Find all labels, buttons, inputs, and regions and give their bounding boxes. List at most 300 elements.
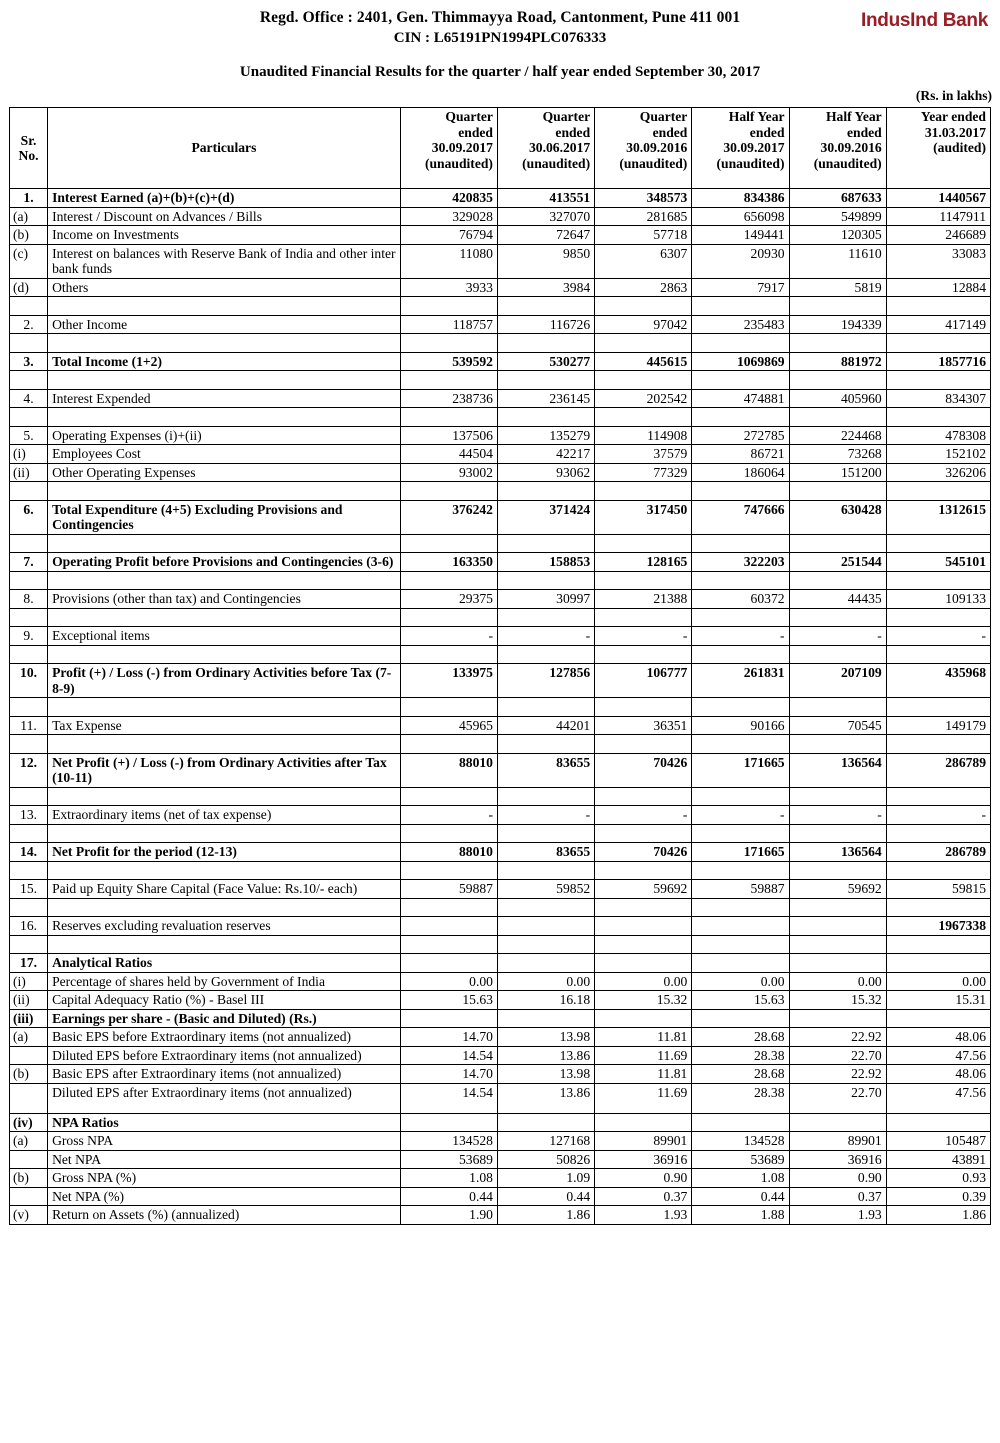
row-particulars: Paid up Equity Share Capital (Face Value: Rs.10/- each) (48, 880, 401, 899)
row-sr-no: 16. (10, 917, 48, 936)
cin-line: CIN : L65191PN1994PLC076333 (393, 30, 607, 46)
row-value-2: 236145 (497, 389, 594, 408)
spacer-cell (595, 861, 692, 880)
row-value-2: 413551 (497, 189, 594, 208)
row-value-4: 28.38 (692, 1046, 789, 1065)
spacer-cell (595, 698, 692, 717)
row-value-6: 33083 (886, 244, 990, 278)
row-particulars: Profit (+) / Loss (-) from Ordinary Activities before Tax (7-8-9) (48, 664, 401, 698)
table-row (10, 843, 991, 862)
row-value-2: 13.98 (497, 1065, 594, 1084)
spacer-cell (692, 371, 789, 390)
spacer-cell (48, 534, 401, 553)
row-value-6: 59815 (886, 880, 990, 899)
row-value-6: 12884 (886, 278, 990, 297)
spacer-cell (692, 334, 789, 353)
spacer-cell (497, 371, 594, 390)
row-sr-no: (b) (10, 226, 48, 245)
row-value-1: 14.70 (400, 1028, 497, 1047)
row-value-2: 116726 (497, 315, 594, 334)
row-sr-no: (a) (10, 1132, 48, 1151)
row-value-6: 152102 (886, 445, 990, 464)
row-value-5 (789, 954, 886, 973)
spacer-cell (692, 645, 789, 664)
row-value-4: 1.08 (692, 1169, 789, 1188)
row-sr-no: (iv) (10, 1113, 48, 1132)
row-sr-no: (ii) (10, 463, 48, 482)
spacer-cell (886, 571, 990, 590)
row-value-4: 1.88 (692, 1206, 789, 1225)
spacer-cell (10, 698, 48, 717)
table-row (10, 1169, 991, 1188)
spacer-cell (692, 698, 789, 717)
row-value-4: 656098 (692, 207, 789, 226)
table-row (10, 917, 991, 936)
table-row (10, 244, 991, 278)
spacer-cell (48, 371, 401, 390)
spacer-cell (789, 645, 886, 664)
row-value-5: 251544 (789, 553, 886, 572)
spacer-row (10, 482, 991, 501)
row-particulars: Interest on balances with Reserve Bank of India and other inter bank funds (48, 244, 401, 278)
row-sr-no: 14. (10, 843, 48, 862)
row-value-1: - (400, 806, 497, 825)
spacer-cell (886, 482, 990, 501)
row-particulars: Diluted EPS before Extraordinary items (not annualized) (48, 1046, 401, 1065)
row-value-6: 1440567 (886, 189, 990, 208)
row-value-4: 747666 (692, 500, 789, 534)
row-value-1: 1.90 (400, 1206, 497, 1225)
row-sr-no: (b) (10, 1169, 48, 1188)
table-row (10, 389, 991, 408)
spacer-cell (497, 571, 594, 590)
spacer-cell (789, 824, 886, 843)
row-value-5: 22.70 (789, 1083, 886, 1113)
spacer-cell (48, 408, 401, 427)
row-value-5: 5819 (789, 278, 886, 297)
row-value-5: 59692 (789, 880, 886, 899)
row-particulars: Interest / Discount on Advances / Bills (48, 207, 401, 226)
row-value-6: 109133 (886, 590, 990, 609)
spacer-cell (10, 645, 48, 664)
spacer-cell (692, 297, 789, 316)
spacer-cell (789, 334, 886, 353)
spacer-cell (497, 645, 594, 664)
row-value-1: 539592 (400, 352, 497, 371)
row-value-6: 0.39 (886, 1187, 990, 1206)
row-sr-no: 8. (10, 590, 48, 609)
row-value-1: - (400, 627, 497, 646)
row-value-5: 687633 (789, 189, 886, 208)
table-row (10, 426, 991, 445)
spacer-cell (48, 935, 401, 954)
table-row (10, 1113, 991, 1132)
spacer-row (10, 408, 991, 427)
spacer-cell (497, 735, 594, 754)
row-value-5: 405960 (789, 389, 886, 408)
row-value-3: 1.93 (595, 1206, 692, 1225)
row-value-4: 28.68 (692, 1028, 789, 1047)
row-sr-no (10, 1083, 48, 1113)
row-value-3: 0.90 (595, 1169, 692, 1188)
spacer-cell (497, 482, 594, 501)
row-value-3: - (595, 627, 692, 646)
row-sr-no: (a) (10, 1028, 48, 1047)
row-particulars: Provisions (other than tax) and Contingencies (48, 590, 401, 609)
row-value-4 (692, 1113, 789, 1132)
spacer-cell (10, 334, 48, 353)
row-value-1: 88010 (400, 753, 497, 787)
row-value-3: 59692 (595, 880, 692, 899)
row-value-1: 238736 (400, 389, 497, 408)
row-value-1 (400, 954, 497, 973)
spacer-cell (789, 608, 886, 627)
row-value-4: 59887 (692, 880, 789, 899)
spacer-cell (400, 735, 497, 754)
spacer-cell (10, 898, 48, 917)
row-sr-no: 15. (10, 880, 48, 899)
row-particulars: Total Income (1+2) (48, 352, 401, 371)
spacer-row (10, 824, 991, 843)
row-value-2: 59852 (497, 880, 594, 899)
table-row (10, 590, 991, 609)
row-value-5: 73268 (789, 445, 886, 464)
spacer-cell (692, 787, 789, 806)
row-value-5 (789, 1113, 886, 1132)
row-value-3: 21388 (595, 590, 692, 609)
row-value-4: 0.00 (692, 972, 789, 991)
row-value-5: 224468 (789, 426, 886, 445)
row-value-2: 135279 (497, 426, 594, 445)
row-value-1: 15.63 (400, 991, 497, 1010)
row-value-5: 89901 (789, 1132, 886, 1151)
row-value-3: 128165 (595, 553, 692, 572)
row-value-5: 0.90 (789, 1169, 886, 1188)
table-row (10, 954, 991, 973)
row-sr-no: 2. (10, 315, 48, 334)
row-value-5 (789, 917, 886, 936)
column-header-period-6: Year ended 31.03.2017 (audited) (886, 108, 990, 189)
table-body (10, 189, 991, 1225)
spacer-cell (497, 787, 594, 806)
row-particulars: Other Income (48, 315, 401, 334)
row-sr-no: (ii) (10, 991, 48, 1010)
spacer-cell (400, 861, 497, 880)
spacer-cell (886, 408, 990, 427)
row-sr-no: 1. (10, 189, 48, 208)
spacer-row (10, 787, 991, 806)
spacer-cell (595, 735, 692, 754)
spacer-cell (692, 735, 789, 754)
spacer-cell (400, 645, 497, 664)
row-particulars: Other Operating Expenses (48, 463, 401, 482)
row-value-3: 202542 (595, 389, 692, 408)
spacer-cell (48, 297, 401, 316)
row-value-4: - (692, 806, 789, 825)
row-value-3: 11.69 (595, 1046, 692, 1065)
table-row (10, 1028, 991, 1047)
row-value-3: 106777 (595, 664, 692, 698)
spacer-cell (886, 698, 990, 717)
row-value-2: 127168 (497, 1132, 594, 1151)
table-row (10, 1132, 991, 1151)
row-particulars: Diluted EPS after Extraordinary items (not annualized) (48, 1083, 401, 1113)
row-value-6: 43891 (886, 1150, 990, 1169)
row-value-5: 549899 (789, 207, 886, 226)
spacer-cell (497, 935, 594, 954)
row-value-2 (497, 1009, 594, 1028)
row-sr-no: (i) (10, 972, 48, 991)
table-row (10, 1065, 991, 1084)
row-particulars: Earnings per share - (Basic and Diluted) (Rs.) (48, 1009, 401, 1028)
row-particulars: Exceptional items (48, 627, 401, 646)
row-value-4: 149441 (692, 226, 789, 245)
spacer-cell (10, 935, 48, 954)
row-value-5: 22.70 (789, 1046, 886, 1065)
row-value-3 (595, 1113, 692, 1132)
spacer-cell (595, 534, 692, 553)
row-value-4 (692, 917, 789, 936)
table-row (10, 1083, 991, 1113)
row-value-2: 83655 (497, 843, 594, 862)
spacer-cell (595, 608, 692, 627)
row-value-3: 0.00 (595, 972, 692, 991)
row-value-5: 136564 (789, 753, 886, 787)
spacer-cell (789, 571, 886, 590)
row-value-4: 261831 (692, 664, 789, 698)
spacer-row (10, 935, 991, 954)
row-value-5: 151200 (789, 463, 886, 482)
row-value-3: 445615 (595, 352, 692, 371)
table-row (10, 627, 991, 646)
spacer-cell (595, 787, 692, 806)
table-row (10, 1150, 991, 1169)
row-value-3 (595, 954, 692, 973)
row-value-6: 286789 (886, 843, 990, 862)
row-value-4: 20930 (692, 244, 789, 278)
row-value-1: 376242 (400, 500, 497, 534)
row-value-5: 0.00 (789, 972, 886, 991)
row-value-2: 3984 (497, 278, 594, 297)
spacer-cell (400, 898, 497, 917)
row-value-6: 105487 (886, 1132, 990, 1151)
row-value-2: 13.98 (497, 1028, 594, 1047)
spacer-cell (10, 824, 48, 843)
spacer-cell (789, 898, 886, 917)
row-value-1: 45965 (400, 716, 497, 735)
spacer-row (10, 861, 991, 880)
row-value-1: 420835 (400, 189, 497, 208)
spacer-row (10, 571, 991, 590)
spacer-row (10, 735, 991, 754)
row-value-6: 834307 (886, 389, 990, 408)
row-value-5: - (789, 627, 886, 646)
spacer-cell (48, 334, 401, 353)
row-sr-no: (i) (10, 445, 48, 464)
row-value-4 (692, 954, 789, 973)
row-value-3: 77329 (595, 463, 692, 482)
table-row (10, 463, 991, 482)
row-value-2: - (497, 627, 594, 646)
row-value-1 (400, 1009, 497, 1028)
spacer-cell (789, 787, 886, 806)
row-value-4: 53689 (692, 1150, 789, 1169)
row-value-1: 133975 (400, 664, 497, 698)
spacer-cell (48, 787, 401, 806)
row-value-5: 11610 (789, 244, 886, 278)
row-value-2: - (497, 806, 594, 825)
row-sr-no: 11. (10, 716, 48, 735)
row-value-4: 171665 (692, 753, 789, 787)
row-particulars: Net NPA (%) (48, 1187, 401, 1206)
row-value-4: 28.68 (692, 1065, 789, 1084)
table-row (10, 1187, 991, 1206)
spacer-cell (48, 898, 401, 917)
spacer-cell (400, 534, 497, 553)
spacer-cell (789, 735, 886, 754)
document-header (0, 0, 1000, 82)
table-row (10, 1046, 991, 1065)
row-value-6: 0.93 (886, 1169, 990, 1188)
row-value-6: 48.06 (886, 1028, 990, 1047)
row-value-6: 1147911 (886, 207, 990, 226)
row-value-4: 186064 (692, 463, 789, 482)
row-particulars: Income on Investments (48, 226, 401, 245)
spacer-cell (886, 735, 990, 754)
table-row (10, 226, 991, 245)
row-sr-no: 17. (10, 954, 48, 973)
row-particulars: Return on Assets (%) (annualized) (48, 1206, 401, 1225)
row-sr-no (10, 1046, 48, 1065)
row-value-5: 0.37 (789, 1187, 886, 1206)
spacer-cell (10, 297, 48, 316)
row-value-3: 317450 (595, 500, 692, 534)
row-value-3: 89901 (595, 1132, 692, 1151)
row-value-6: 478308 (886, 426, 990, 445)
row-sr-no: 9. (10, 627, 48, 646)
row-particulars: Tax Expense (48, 716, 401, 735)
row-value-6: 1312615 (886, 500, 990, 534)
spacer-cell (10, 408, 48, 427)
column-header-period-2: Quarter ended 30.06.2017 (unaudited) (497, 108, 594, 189)
spacer-cell (886, 935, 990, 954)
table-header (10, 108, 991, 189)
row-value-5: - (789, 806, 886, 825)
spacer-cell (595, 297, 692, 316)
row-value-5: 36916 (789, 1150, 886, 1169)
row-value-1: 0.44 (400, 1187, 497, 1206)
row-sr-no: 4. (10, 389, 48, 408)
row-value-1: 11080 (400, 244, 497, 278)
spacer-cell (789, 534, 886, 553)
table-row (10, 716, 991, 735)
spacer-cell (789, 297, 886, 316)
row-value-4: 134528 (692, 1132, 789, 1151)
row-value-1: 329028 (400, 207, 497, 226)
row-value-1 (400, 1113, 497, 1132)
row-value-6: 246689 (886, 226, 990, 245)
row-value-3: 70426 (595, 753, 692, 787)
spacer-cell (692, 935, 789, 954)
row-value-1: 163350 (400, 553, 497, 572)
table-row (10, 445, 991, 464)
row-value-2: 158853 (497, 553, 594, 572)
row-value-4: 7917 (692, 278, 789, 297)
spacer-cell (497, 334, 594, 353)
row-value-6: 47.56 (886, 1046, 990, 1065)
row-value-2 (497, 1113, 594, 1132)
row-value-5: 15.32 (789, 991, 886, 1010)
spacer-cell (497, 824, 594, 843)
row-particulars: Others (48, 278, 401, 297)
row-particulars: Interest Earned (a)+(b)+(c)+(d) (48, 189, 401, 208)
row-value-2: 0.00 (497, 972, 594, 991)
row-value-3: 2863 (595, 278, 692, 297)
row-value-3: 0.37 (595, 1187, 692, 1206)
spacer-cell (595, 482, 692, 501)
row-particulars: Reserves excluding revaluation reserves (48, 917, 401, 936)
column-header-sr-no: Sr. No. (10, 108, 48, 189)
row-value-3: 281685 (595, 207, 692, 226)
spacer-cell (10, 735, 48, 754)
spacer-cell (692, 482, 789, 501)
spacer-cell (789, 698, 886, 717)
row-value-2: 127856 (497, 664, 594, 698)
spacer-cell (497, 408, 594, 427)
spacer-row (10, 534, 991, 553)
spacer-cell (692, 898, 789, 917)
spacer-cell (400, 408, 497, 427)
row-value-1: 53689 (400, 1150, 497, 1169)
row-value-5: 630428 (789, 500, 886, 534)
table-row (10, 352, 991, 371)
row-value-3: 114908 (595, 426, 692, 445)
row-value-3: 37579 (595, 445, 692, 464)
spacer-cell (48, 861, 401, 880)
row-value-6: - (886, 806, 990, 825)
row-sr-no (10, 1187, 48, 1206)
spacer-cell (400, 608, 497, 627)
row-value-6: - (886, 627, 990, 646)
row-value-6 (886, 1009, 990, 1028)
row-sr-no: (v) (10, 1206, 48, 1225)
row-value-1 (400, 917, 497, 936)
row-value-3: 15.32 (595, 991, 692, 1010)
row-particulars: Operating Expenses (i)+(ii) (48, 426, 401, 445)
column-header-period-1: Quarter ended 30.09.2017 (unaudited) (400, 108, 497, 189)
row-value-2: 13.86 (497, 1046, 594, 1065)
spacer-row (10, 645, 991, 664)
spacer-cell (497, 534, 594, 553)
row-value-5: 1.93 (789, 1206, 886, 1225)
row-value-3: - (595, 806, 692, 825)
row-particulars: Employees Cost (48, 445, 401, 464)
row-value-4: - (692, 627, 789, 646)
spacer-row (10, 371, 991, 390)
spacer-row (10, 898, 991, 917)
spacer-cell (595, 371, 692, 390)
table-row (10, 500, 991, 534)
row-value-2 (497, 954, 594, 973)
spacer-cell (692, 408, 789, 427)
row-value-5: 194339 (789, 315, 886, 334)
row-value-1: 3933 (400, 278, 497, 297)
row-value-4: 60372 (692, 590, 789, 609)
financial-results-table (9, 107, 991, 1225)
spacer-cell (886, 645, 990, 664)
spacer-cell (789, 482, 886, 501)
spacer-cell (10, 787, 48, 806)
